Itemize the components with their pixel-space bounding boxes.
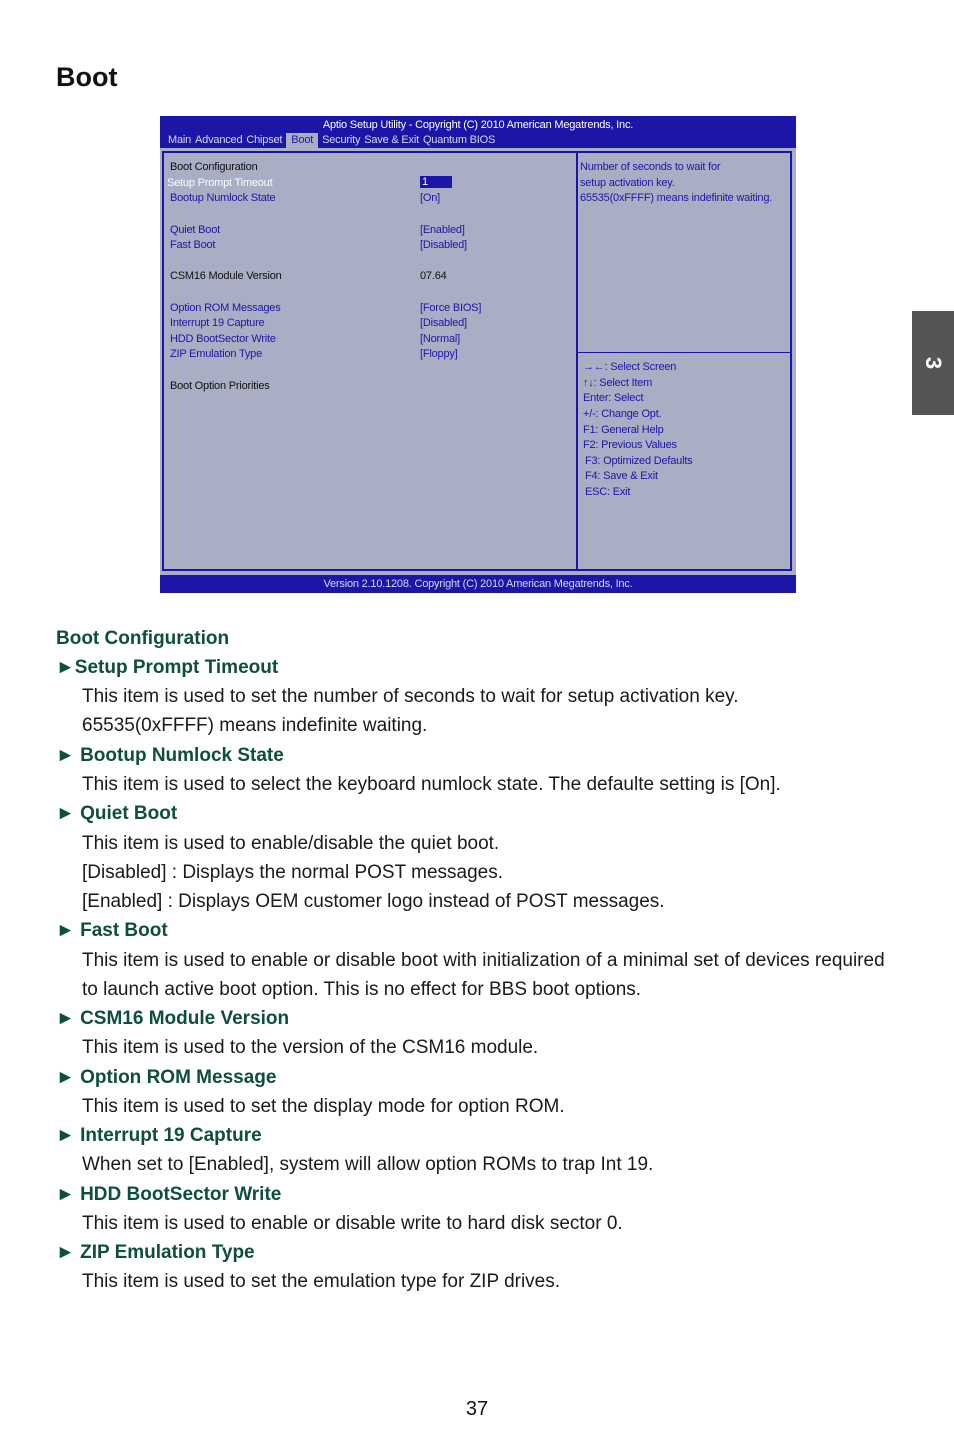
tab-main[interactable]: Main: [168, 134, 192, 146]
page-title: Boot: [56, 62, 118, 92]
doc-paragraph: to launch active boot option. This is no effect for BBS boot options.: [82, 979, 642, 1000]
bios-title: Aptio Setup Utility - Copyright (C) 2010 American Megatrends, Inc.: [322, 119, 634, 131]
doc-section-heading: ► HDD BootSector Write: [56, 1184, 282, 1205]
doc-paragraph: When set to [Enabled], system will allow option ROMs to trap Int 19.: [82, 1154, 654, 1175]
bios-item-fast-boot[interactable]: Fast Boot: [170, 239, 216, 251]
bios-item-zip-emulation-type[interactable]: ZIP Emulation Type: [170, 348, 262, 360]
tab-boot[interactable]: Boot: [286, 133, 318, 148]
bios-divider: [576, 151, 578, 571]
bios-screenshot: [160, 116, 796, 593]
doc-paragraph: This item is used to set the number of seconds to wait for setup activation key.: [82, 686, 739, 707]
tab-security[interactable]: Security: [322, 134, 361, 146]
doc-section-heading: ► Quiet Boot: [56, 803, 178, 824]
bios-value-setup-prompt-timeout[interactable]: 1: [420, 176, 452, 188]
bios-section-boot-option-priorities: Boot Option Priorities: [170, 380, 270, 392]
bios-footer: Version 2.10.1208. Copyright (C) 2010 American Megatrends, Inc.: [160, 575, 796, 593]
bios-value-bootup-numlock-state[interactable]: [On]: [420, 192, 440, 204]
chapter-number: 3: [921, 356, 946, 370]
bios-key-hint: ↑↓: Select Item: [583, 377, 653, 389]
bios-header: [160, 116, 796, 148]
bios-value-quiet-boot[interactable]: [Enabled]: [420, 224, 465, 236]
bios-value-csm16-module-version: 07.64: [420, 270, 447, 282]
tab-chipset[interactable]: Chipset: [246, 134, 283, 146]
bios-value-zip-emulation-type[interactable]: [Floppy]: [420, 348, 458, 360]
bios-item-bootup-numlock-state[interactable]: Bootup Numlock State: [170, 192, 276, 204]
doc-section-heading: ► Option ROM Message: [56, 1067, 277, 1088]
doc-paragraph: This item is used to the version of the CSM16 module.: [82, 1037, 539, 1058]
tab-advanced[interactable]: Advanced: [195, 134, 243, 146]
tab-quantum-bios[interactable]: Quantum BIOS: [422, 134, 496, 146]
doc-paragraph: This item is used to set the emulation type for ZIP drives.: [82, 1271, 561, 1292]
doc-section-heading: ► Interrupt 19 Capture: [56, 1125, 262, 1146]
bios-value-fast-boot[interactable]: [Disabled]: [420, 239, 467, 251]
chapter-tab: [912, 311, 954, 415]
bios-item-quiet-boot[interactable]: Quiet Boot: [170, 224, 220, 236]
bios-item-interrupt-19-capture[interactable]: Interrupt 19 Capture: [170, 317, 265, 329]
bios-key-hint: →←: Select Screen: [583, 361, 677, 373]
tab-save-exit[interactable]: Save & Exit: [364, 134, 419, 146]
doc-paragraph: This item is used to enable or disable write to hard disk sector 0.: [82, 1213, 623, 1234]
bios-key-hint: F2: Previous Values: [583, 439, 677, 451]
bios-key-hint: F1: General Help: [583, 424, 664, 436]
doc-paragraph: [Disabled] : Displays the normal POST messages.: [82, 862, 503, 883]
bios-item-option-rom-messages[interactable]: Option ROM Messages: [170, 302, 281, 314]
bios-help-text: setup activation key.: [580, 177, 675, 189]
doc-boot-configuration-heading: Boot Configuration: [56, 628, 230, 649]
doc-section-heading: ► Bootup Numlock State: [56, 745, 284, 766]
doc-paragraph: [Enabled] : Displays OEM customer logo instead of POST messages.: [82, 891, 665, 912]
bios-value-option-rom-messages[interactable]: [Force BIOS]: [420, 302, 482, 314]
bios-help-divider: [578, 352, 792, 353]
bios-help-text: Number of seconds to wait for: [580, 161, 721, 173]
doc-paragraph: This item is used to enable or disable boot with initialization of a minimal set of devices required: [82, 950, 885, 971]
doc-paragraph: 65535(0xFFFF) means indefinite waiting.: [82, 715, 428, 736]
bios-key-hint: F4: Save & Exit: [585, 470, 658, 482]
doc-paragraph: This item is used to select the keyboard numlock state. The defaulte setting is [On].: [82, 774, 781, 795]
doc-section-heading: ► CSM16 Module Version: [56, 1008, 290, 1029]
bios-value-hdd-bootsector-write[interactable]: [Normal]: [420, 333, 460, 345]
doc-paragraph: This item is used to enable/disable the quiet boot.: [82, 833, 500, 854]
bios-key-hint: ESC: Exit: [585, 486, 631, 498]
bios-key-hint: +/-: Change Opt.: [583, 408, 662, 420]
doc-section-heading: ► Fast Boot: [56, 920, 168, 941]
bios-settings-panel: [162, 151, 792, 571]
doc-section-heading: ► ZIP Emulation Type: [56, 1242, 255, 1263]
bios-tab-bar: [166, 133, 497, 148]
bios-item-setup-prompt-timeout[interactable]: Setup Prompt Timeout: [167, 177, 273, 189]
bios-item-csm16-module-version: CSM16 Module Version: [170, 270, 282, 282]
doc-section-heading: ►Setup Prompt Timeout: [56, 657, 279, 678]
page-number: 37: [465, 1398, 489, 1420]
bios-help-text: 65535(0xFFFF) means indefinite waiting.: [580, 192, 773, 204]
doc-paragraph: This item is used to set the display mode for option ROM.: [82, 1096, 565, 1117]
bios-value-interrupt-19-capture[interactable]: [Disabled]: [420, 317, 467, 329]
bios-section-boot-configuration: Boot Configuration: [170, 161, 258, 173]
bios-key-hint: Enter: Select: [583, 392, 644, 404]
bios-item-hdd-bootsector-write[interactable]: HDD BootSector Write: [170, 333, 276, 345]
bios-key-hint: F3: Optimized Defaults: [585, 455, 693, 467]
